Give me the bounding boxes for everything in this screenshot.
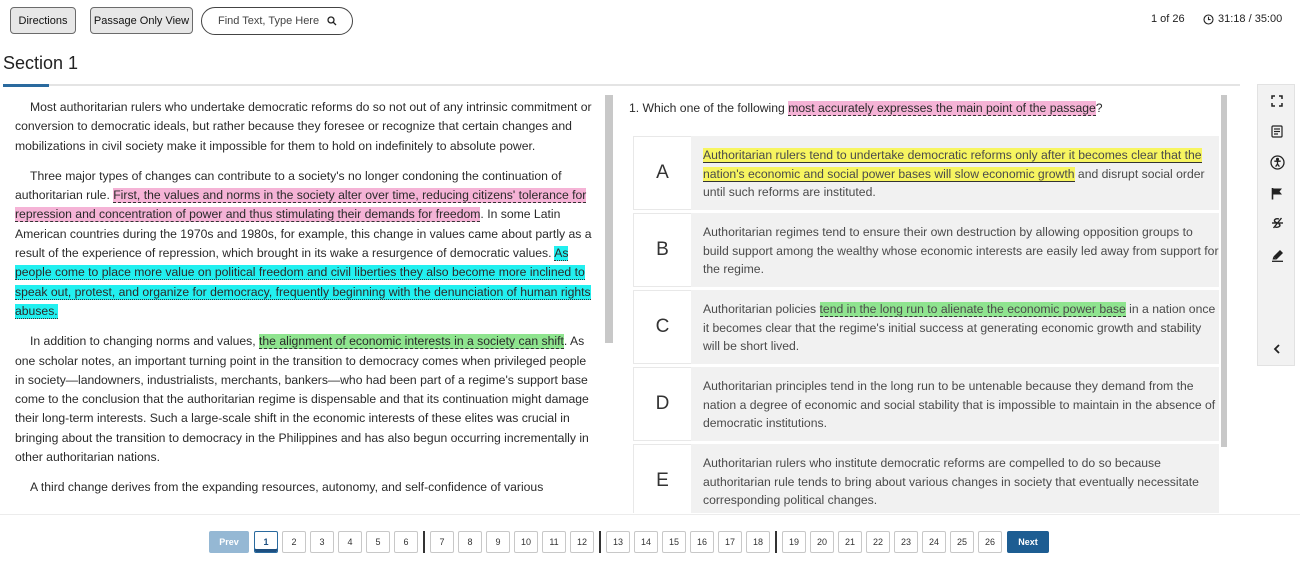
page-button-24[interactable]: 24 xyxy=(922,531,946,553)
page-button-23[interactable]: 23 xyxy=(894,531,918,553)
search-icon[interactable] xyxy=(327,16,337,26)
question-text: 1. Which one of the following xyxy=(629,101,789,115)
page-button-14[interactable]: 14 xyxy=(634,531,658,553)
page-button-1[interactable]: 1 xyxy=(254,531,278,553)
passage-highlight-pink[interactable]: First, the values and norms in the society alter over time, reducing citizens' tolerance for repression and concentration of power and thus stimulating their demands for freedom xyxy=(15,188,587,222)
answer-letter[interactable]: B xyxy=(633,213,691,287)
clock-icon xyxy=(1203,14,1214,25)
passage-paragraph xyxy=(15,332,595,467)
prev-button[interactable]: Prev xyxy=(209,531,249,553)
search-placeholder: Find Text, Type Here xyxy=(218,15,320,27)
answer-text[interactable]: Authoritarian policies tend in the long run to alienate the economic power base in a nation once it becomes clear that the regime's initial success at generating economic growth and stability will be short lived. xyxy=(703,302,1216,354)
answer-choice-b[interactable] xyxy=(633,213,1219,290)
answer-choice-a[interactable] xyxy=(633,136,1219,213)
answer-choice-c[interactable] xyxy=(633,290,1219,367)
page-button-7[interactable]: 7 xyxy=(430,531,454,553)
page-button-13[interactable]: 13 xyxy=(606,531,630,553)
timer-text: 31:18 / 35:00 xyxy=(1218,13,1283,25)
passage-paragraph xyxy=(15,478,595,497)
page-button-20[interactable]: 20 xyxy=(810,531,834,553)
passage-text: . As one scholar notes, an important turning point in the transition to democracy comes when privileged people in society—landowners, industrialists, merchants, bankers—who had been part of a regime's support base come to the conclusion that the authoritarian regime is dispensable and that its continuation might damage their long-term interests. Such a large-scale shift in the economic interests of these elites was crucial in bringing about the transition to democracy in the Philippines and has also begun occurring incrementally in other authoritarian nations. xyxy=(15,334,589,465)
timer xyxy=(1203,13,1282,25)
answers-scrollbar[interactable] xyxy=(1221,95,1227,447)
page-button-17[interactable]: 17 xyxy=(718,531,742,553)
footer-divider xyxy=(0,514,1300,515)
answer-letter[interactable]: A xyxy=(633,136,691,210)
question-stem xyxy=(629,101,1103,115)
passage-scrollbar[interactable] xyxy=(605,95,613,343)
answer-choice-e[interactable] xyxy=(633,444,1219,513)
flag-icon[interactable] xyxy=(1269,185,1285,201)
page-button-9[interactable]: 9 xyxy=(486,531,510,553)
answer-letter[interactable]: E xyxy=(633,444,691,513)
page-button-25[interactable]: 25 xyxy=(950,531,974,553)
section-title: Section 1 xyxy=(3,53,79,73)
notes-icon[interactable] xyxy=(1269,123,1285,139)
passage-highlight-green[interactable]: the alignment of economic interests in a society can shift xyxy=(259,334,564,349)
answer-text[interactable]: Authoritarian rulers who institute democratic reforms are compelled to do so because authoritarian rule tends to bring about various changes in society that eventually necessitate corresponding political changes. xyxy=(703,456,1199,508)
passage-paragraph xyxy=(15,98,595,156)
passage-panel xyxy=(15,98,595,510)
passage-text: A third change derives from the expanding resources, autonomy, and self-confidence of various xyxy=(30,480,544,495)
page-group-separator xyxy=(423,531,425,553)
answer-text[interactable]: Authoritarian regimes tend to ensure their own destruction by allowing opposition groups to build support among the wealthy whose economic interests are easily led away from support for the regime. xyxy=(703,225,1219,277)
section-divider xyxy=(3,84,1240,86)
page-button-11[interactable]: 11 xyxy=(542,531,566,553)
page-button-16[interactable]: 16 xyxy=(690,531,714,553)
question-counter: 1 of 26 xyxy=(1151,13,1185,25)
page-button-8[interactable]: 8 xyxy=(458,531,482,553)
page-button-12[interactable]: 12 xyxy=(570,531,594,553)
answer-highlight-yellow[interactable]: Authoritarian rulers tend to undertake democratic reforms only after it becomes clear that the nation's economic and social power bases will slow economic growth xyxy=(703,148,1202,181)
find-text-input[interactable] xyxy=(201,7,353,35)
page-group-separator xyxy=(775,531,777,553)
strikethrough-icon[interactable] xyxy=(1269,215,1285,231)
page-button-5[interactable]: 5 xyxy=(366,531,390,553)
passage-text: Three major types of changes can contribute to a society's no longer condoning the continuation of authoritarian rule. xyxy=(15,168,562,203)
page-button-3[interactable]: 3 xyxy=(310,531,334,553)
top-toolbar xyxy=(0,0,1300,42)
answer-choice-d[interactable] xyxy=(633,367,1219,444)
passage-paragraph xyxy=(15,167,595,321)
page-button-21[interactable]: 21 xyxy=(838,531,862,553)
passage-highlight-cyan[interactable]: As people come to place more value on political freedom and civil liberties they also become more inclined to speak out, protest, and organize for democracy, frequently beginning with the denunciation of human rights abuses. xyxy=(15,246,591,318)
page-button-22[interactable]: 22 xyxy=(866,531,890,553)
passage-text: Most authoritarian rulers who undertake democratic reforms do so not out of any intrinsic commitment or conversion to democratic ideals, but rather because they foresee or recognize that certain changes and mobilizations in civil society make it impossible for them to hold on indefinitely to absolute power. xyxy=(15,100,592,153)
highlighter-icon[interactable] xyxy=(1269,247,1285,263)
page-button-2[interactable]: 2 xyxy=(282,531,306,553)
next-button[interactable]: Next xyxy=(1007,531,1049,553)
directions-button[interactable]: Directions xyxy=(10,7,76,34)
page-button-26[interactable]: 26 xyxy=(978,531,1002,553)
passage-only-view-button[interactable]: Passage Only View xyxy=(90,7,193,34)
question-highlight[interactable]: most accurately expresses the main point of the passage xyxy=(788,101,1096,115)
passage-text: . In some Latin American countries during the 1970s and 1980s, for example, this change in values came about partly as a result of the experience of repression, which brought in its wake a resurgence of democratic values. xyxy=(15,207,592,261)
answer-highlight-green[interactable]: tend in the long run to alienate the economic power base xyxy=(819,302,1126,316)
page-button-6[interactable]: 6 xyxy=(394,531,418,553)
page-button-4[interactable]: 4 xyxy=(338,531,362,553)
page-button-18[interactable]: 18 xyxy=(746,531,770,553)
passage-text: In addition to changing norms and values, xyxy=(30,334,260,349)
fullscreen-icon[interactable] xyxy=(1269,93,1285,109)
answer-text[interactable]: Authoritarian principles tend in the long run to be untenable because they demand from the nation a degree of economic and social stability that is impossible to maintain in the absence of democratic institutions. xyxy=(703,379,1216,431)
accessibility-icon[interactable] xyxy=(1269,154,1285,170)
page-button-15[interactable]: 15 xyxy=(662,531,686,553)
collapse-icon[interactable] xyxy=(1269,341,1285,357)
page-button-10[interactable]: 10 xyxy=(514,531,538,553)
question-text: ? xyxy=(1095,101,1103,115)
answer-letter[interactable]: D xyxy=(633,367,691,441)
answer-letter[interactable]: C xyxy=(633,290,691,364)
answer-text[interactable]: Authoritarian rulers tend to undertake democratic reforms only after it becomes clear that the nation's economic and social power bases will slow economic growth and disrupt social order until such reforms are instituted. xyxy=(703,148,1205,200)
page-button-19[interactable]: 19 xyxy=(782,531,806,553)
page-group-separator xyxy=(599,531,601,553)
answer-choices xyxy=(633,136,1219,513)
tool-rail xyxy=(1257,84,1295,366)
